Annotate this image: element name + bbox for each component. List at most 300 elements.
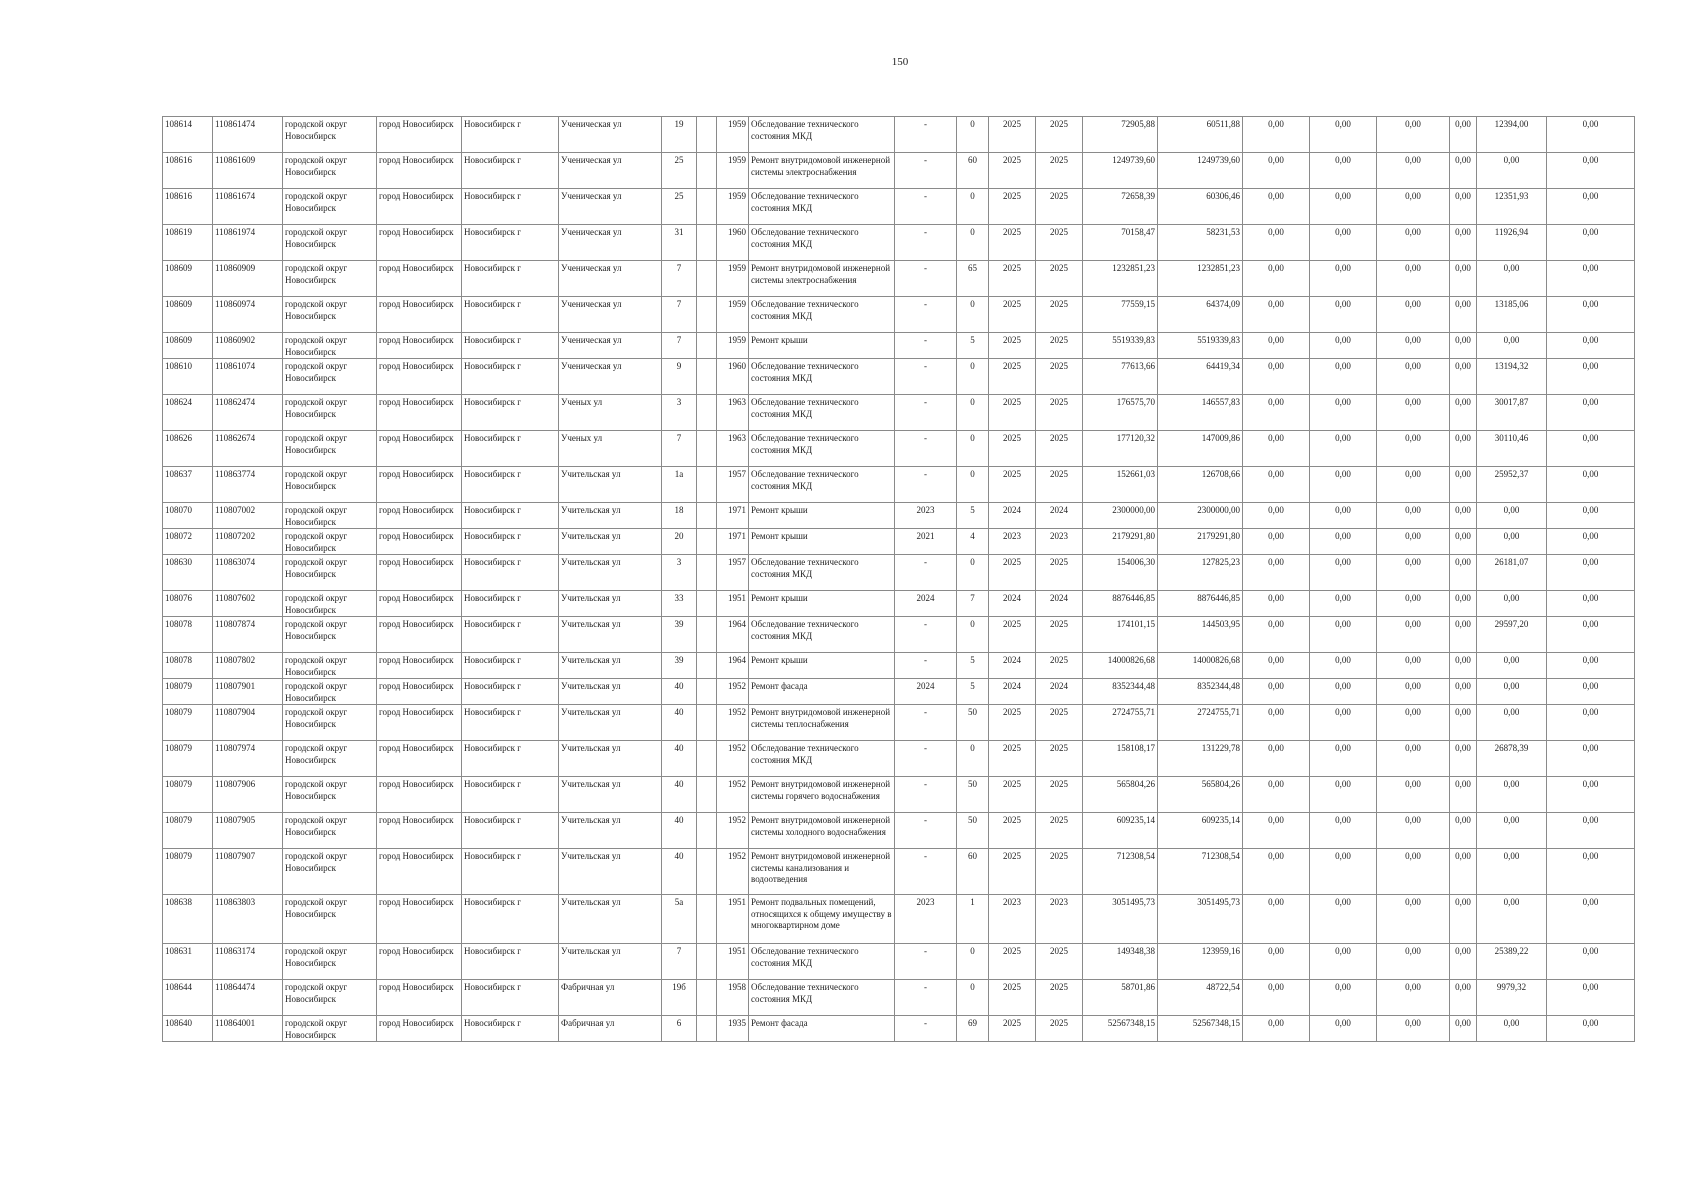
cell-total-cost: 70158,47: [1083, 225, 1158, 261]
cell-plan-start: 2025: [989, 849, 1036, 895]
table-row: [163, 813, 1635, 849]
cell-city: город Новосибирск: [377, 849, 462, 895]
cell-regional: 0,00: [1310, 679, 1377, 705]
cell-locality: Новосибирск г: [462, 617, 559, 653]
cell-plan-start: 2025: [989, 777, 1036, 813]
cell-other: 0,00: [1450, 503, 1477, 529]
cell-plan-start: 2025: [989, 813, 1036, 849]
cell-municipal: 0,00: [1377, 653, 1450, 679]
cell-fund-cost: 3051495,73: [1158, 895, 1243, 944]
cell-plan-end: 2025: [1036, 944, 1083, 980]
cell-district: городской округ Новосибирск: [283, 980, 377, 1016]
cell-city: город Новосибирск: [377, 741, 462, 777]
cell-wear: 60: [957, 849, 989, 895]
cell-district: городской округ Новосибирск: [283, 944, 377, 980]
cell-wear: 65: [957, 261, 989, 297]
cell-year-built: 1952: [717, 679, 749, 705]
table-row: [163, 741, 1635, 777]
cell-plan-end: 2025: [1036, 333, 1083, 359]
cell-district: городской округ Новосибирск: [283, 679, 377, 705]
cell-wear: 50: [957, 705, 989, 741]
cell-plan-start: 2025: [989, 741, 1036, 777]
cell-year-built: 1959: [717, 261, 749, 297]
cell-street: Учительская ул: [559, 591, 662, 617]
cell-prev-year: -: [895, 261, 957, 297]
cell-plan-end: 2025: [1036, 261, 1083, 297]
cell-federal: 0,00: [1243, 529, 1310, 555]
table-row: [163, 555, 1635, 591]
cell-code: 110863803: [213, 895, 283, 944]
cell-id: 108072: [163, 529, 213, 555]
cell-plan-end: 2025: [1036, 741, 1083, 777]
cell-street: Ученическая ул: [559, 225, 662, 261]
table-row: [163, 153, 1635, 189]
cell-fund-cost: 147009,86: [1158, 431, 1243, 467]
cell-municipal: 0,00: [1377, 153, 1450, 189]
cell-year-built: 1964: [717, 617, 749, 653]
cell-other: 0,00: [1450, 529, 1477, 555]
cell-work-type: Обследование технического состояния МКД: [749, 117, 895, 153]
cell-district: городской округ Новосибирск: [283, 1016, 377, 1042]
cell-district: городской округ Новосибирск: [283, 529, 377, 555]
cell-wear: 0: [957, 555, 989, 591]
cell-house: 39: [662, 617, 697, 653]
cell-code: 110807874: [213, 617, 283, 653]
cell-prev-year: -: [895, 944, 957, 980]
cell-prev-year: -: [895, 849, 957, 895]
cell-total-cost: 72905,88: [1083, 117, 1158, 153]
cell-fund-cost: 52567348,15: [1158, 1016, 1243, 1042]
cell-fund-cost: 64419,34: [1158, 359, 1243, 395]
cell-plan-start: 2025: [989, 705, 1036, 741]
cell-id: 108637: [163, 467, 213, 503]
cell-wear: 7: [957, 591, 989, 617]
cell-other: 0,00: [1450, 895, 1477, 944]
cell-owner-funds: 13194,32: [1477, 359, 1547, 395]
cell-owner-funds: 26181,07: [1477, 555, 1547, 591]
cell-prev-year: -: [895, 555, 957, 591]
cell-regional: 0,00: [1310, 467, 1377, 503]
cell-house: 18: [662, 503, 697, 529]
cell-fund-cost: 1232851,23: [1158, 261, 1243, 297]
cell-corpus: [697, 1016, 717, 1042]
cell-city: город Новосибирск: [377, 895, 462, 944]
cell-owner-funds: 30110,46: [1477, 431, 1547, 467]
cell-municipal: 0,00: [1377, 189, 1450, 225]
cell-city: город Новосибирск: [377, 117, 462, 153]
cell-house: 3: [662, 555, 697, 591]
cell-id: 108078: [163, 653, 213, 679]
cell-municipal: 0,00: [1377, 944, 1450, 980]
cell-wear: 0: [957, 431, 989, 467]
cell-municipal: 0,00: [1377, 297, 1450, 333]
cell-house: 40: [662, 813, 697, 849]
cell-total-cost: 58701,86: [1083, 980, 1158, 1016]
cell-plan-start: 2025: [989, 297, 1036, 333]
cell-other: 0,00: [1450, 261, 1477, 297]
cell-wear: 0: [957, 359, 989, 395]
cell-corpus: [697, 297, 717, 333]
cell-corpus: [697, 980, 717, 1016]
cell-owner-funds: 0,00: [1477, 503, 1547, 529]
cell-fund-cost: 131229,78: [1158, 741, 1243, 777]
cell-house: 40: [662, 741, 697, 777]
cell-code: 110862674: [213, 431, 283, 467]
cell-district: городской округ Новосибирск: [283, 895, 377, 944]
cell-owner-funds: 12351,93: [1477, 189, 1547, 225]
cell-owner-funds: 26878,39: [1477, 741, 1547, 777]
cell-federal: 0,00: [1243, 980, 1310, 1016]
cell-extra: 0,00: [1547, 777, 1635, 813]
cell-id: 108619: [163, 225, 213, 261]
cell-prev-year: 2024: [895, 679, 957, 705]
cell-municipal: 0,00: [1377, 980, 1450, 1016]
cell-id: 108079: [163, 705, 213, 741]
cell-federal: 0,00: [1243, 555, 1310, 591]
cell-locality: Новосибирск г: [462, 431, 559, 467]
cell-wear: 5: [957, 333, 989, 359]
cell-id: 108079: [163, 777, 213, 813]
cell-work-type: Ремонт внутридомовой инженерной системы электроснабжения: [749, 261, 895, 297]
cell-house: 25: [662, 189, 697, 225]
cell-extra: 0,00: [1547, 617, 1635, 653]
cell-total-cost: 3051495,73: [1083, 895, 1158, 944]
cell-wear: 0: [957, 467, 989, 503]
cell-work-type: Обследование технического состояния МКД: [749, 189, 895, 225]
cell-code: 110861474: [213, 117, 283, 153]
cell-wear: 50: [957, 777, 989, 813]
cell-other: 0,00: [1450, 359, 1477, 395]
cell-other: 0,00: [1450, 741, 1477, 777]
cell-city: город Новосибирск: [377, 679, 462, 705]
cell-year-built: 1951: [717, 591, 749, 617]
table-row: [163, 591, 1635, 617]
cell-house: 40: [662, 849, 697, 895]
cell-id: 108640: [163, 1016, 213, 1042]
cell-year-built: 1959: [717, 153, 749, 189]
cell-locality: Новосибирск г: [462, 895, 559, 944]
cell-plan-start: 2025: [989, 980, 1036, 1016]
cell-code: 110807904: [213, 705, 283, 741]
cell-federal: 0,00: [1243, 591, 1310, 617]
cell-street: Ученическая ул: [559, 117, 662, 153]
cell-prev-year: -: [895, 431, 957, 467]
cell-code: 110807602: [213, 591, 283, 617]
cell-street: Учительская ул: [559, 895, 662, 944]
cell-district: городской округ Новосибирск: [283, 777, 377, 813]
cell-extra: 0,00: [1547, 555, 1635, 591]
cell-corpus: [697, 617, 717, 653]
cell-id: 108079: [163, 679, 213, 705]
cell-other: 0,00: [1450, 153, 1477, 189]
cell-owner-funds: 25952,37: [1477, 467, 1547, 503]
cell-owner-funds: 30017,87: [1477, 395, 1547, 431]
cell-year-built: 1952: [717, 705, 749, 741]
cell-district: городской округ Новосибирск: [283, 261, 377, 297]
cell-code: 110807906: [213, 777, 283, 813]
cell-street: Ученическая ул: [559, 297, 662, 333]
cell-fund-cost: 126708,66: [1158, 467, 1243, 503]
cell-house: 39: [662, 653, 697, 679]
cell-street: Фабричная ул: [559, 980, 662, 1016]
cell-other: 0,00: [1450, 189, 1477, 225]
cell-wear: 5: [957, 503, 989, 529]
cell-owner-funds: 9979,32: [1477, 980, 1547, 1016]
cell-street: Ученическая ул: [559, 153, 662, 189]
cell-plan-start: 2024: [989, 653, 1036, 679]
cell-other: 0,00: [1450, 431, 1477, 467]
cell-corpus: [697, 944, 717, 980]
cell-prev-year: -: [895, 777, 957, 813]
cell-code: 110863074: [213, 555, 283, 591]
table-row: [163, 503, 1635, 529]
cell-plan-end: 2025: [1036, 153, 1083, 189]
cell-other: 0,00: [1450, 813, 1477, 849]
cell-plan-end: 2024: [1036, 591, 1083, 617]
cell-extra: 0,00: [1547, 653, 1635, 679]
cell-total-cost: 174101,15: [1083, 617, 1158, 653]
table-row: [163, 359, 1635, 395]
cell-corpus: [697, 705, 717, 741]
cell-federal: 0,00: [1243, 617, 1310, 653]
cell-prev-year: 2023: [895, 895, 957, 944]
cell-owner-funds: 0,00: [1477, 849, 1547, 895]
cell-total-cost: 152661,03: [1083, 467, 1158, 503]
cell-extra: 0,00: [1547, 431, 1635, 467]
cell-owner-funds: 25389,22: [1477, 944, 1547, 980]
cell-fund-cost: 8876446,85: [1158, 591, 1243, 617]
cell-other: 0,00: [1450, 555, 1477, 591]
cell-extra: 0,00: [1547, 117, 1635, 153]
cell-id: 108609: [163, 297, 213, 333]
cell-wear: 0: [957, 225, 989, 261]
cell-extra: 0,00: [1547, 741, 1635, 777]
cell-plan-start: 2025: [989, 555, 1036, 591]
cell-code: 110807905: [213, 813, 283, 849]
table-row: [163, 849, 1635, 895]
cell-district: городской округ Новосибирск: [283, 705, 377, 741]
cell-work-type: Ремонт крыши: [749, 333, 895, 359]
cell-city: город Новосибирск: [377, 153, 462, 189]
cell-city: город Новосибирск: [377, 359, 462, 395]
cell-fund-cost: 48722,54: [1158, 980, 1243, 1016]
cell-fund-cost: 14000826,68: [1158, 653, 1243, 679]
cell-owner-funds: 0,00: [1477, 895, 1547, 944]
cell-municipal: 0,00: [1377, 777, 1450, 813]
cell-corpus: [697, 849, 717, 895]
cell-other: 0,00: [1450, 467, 1477, 503]
cell-id: 108609: [163, 261, 213, 297]
cell-other: 0,00: [1450, 705, 1477, 741]
cell-code: 110864474: [213, 980, 283, 1016]
cell-federal: 0,00: [1243, 777, 1310, 813]
cell-fund-cost: 58231,53: [1158, 225, 1243, 261]
cell-regional: 0,00: [1310, 225, 1377, 261]
cell-owner-funds: 0,00: [1477, 705, 1547, 741]
cell-work-type: Ремонт внутридомовой инженерной системы электроснабжения: [749, 153, 895, 189]
cell-work-type: Обследование технического состояния МКД: [749, 359, 895, 395]
cell-district: городской округ Новосибирск: [283, 297, 377, 333]
cell-code: 110861074: [213, 359, 283, 395]
cell-municipal: 0,00: [1377, 895, 1450, 944]
cell-prev-year: -: [895, 653, 957, 679]
cell-plan-start: 2024: [989, 503, 1036, 529]
cell-locality: Новосибирск г: [462, 467, 559, 503]
table-row: [163, 895, 1635, 944]
cell-municipal: 0,00: [1377, 813, 1450, 849]
cell-year-built: 1951: [717, 944, 749, 980]
cell-district: городской округ Новосибирск: [283, 813, 377, 849]
cell-regional: 0,00: [1310, 333, 1377, 359]
cell-federal: 0,00: [1243, 741, 1310, 777]
table-row: [163, 617, 1635, 653]
cell-code: 110807901: [213, 679, 283, 705]
cell-house: 5а: [662, 895, 697, 944]
cell-federal: 0,00: [1243, 944, 1310, 980]
cell-federal: 0,00: [1243, 261, 1310, 297]
cell-locality: Новосибирск г: [462, 555, 559, 591]
cell-locality: Новосибирск г: [462, 777, 559, 813]
cell-fund-cost: 712308,54: [1158, 849, 1243, 895]
cell-plan-end: 2025: [1036, 431, 1083, 467]
cell-total-cost: 177120,32: [1083, 431, 1158, 467]
cell-total-cost: 77559,15: [1083, 297, 1158, 333]
cell-year-built: 1971: [717, 529, 749, 555]
cell-prev-year: -: [895, 741, 957, 777]
cell-plan-start: 2025: [989, 261, 1036, 297]
cell-municipal: 0,00: [1377, 849, 1450, 895]
cell-id: 108079: [163, 813, 213, 849]
cell-total-cost: 176575,70: [1083, 395, 1158, 431]
cell-corpus: [697, 813, 717, 849]
cell-corpus: [697, 653, 717, 679]
cell-regional: 0,00: [1310, 431, 1377, 467]
cell-locality: Новосибирск г: [462, 591, 559, 617]
cell-extra: 0,00: [1547, 297, 1635, 333]
cell-street: Учительская ул: [559, 503, 662, 529]
cell-id: 108630: [163, 555, 213, 591]
cell-prev-year: -: [895, 1016, 957, 1042]
cell-code: 110807802: [213, 653, 283, 679]
cell-corpus: [697, 117, 717, 153]
cell-owner-funds: 0,00: [1477, 591, 1547, 617]
table-row: [163, 297, 1635, 333]
cell-street: Учительская ул: [559, 705, 662, 741]
cell-locality: Новосибирск г: [462, 261, 559, 297]
cell-federal: 0,00: [1243, 153, 1310, 189]
cell-city: город Новосибирск: [377, 591, 462, 617]
table-row: [163, 944, 1635, 980]
cell-street: Ученическая ул: [559, 359, 662, 395]
cell-district: городской округ Новосибирск: [283, 333, 377, 359]
cell-district: городской округ Новосибирск: [283, 153, 377, 189]
cell-corpus: [697, 529, 717, 555]
cell-work-type: Обследование технического состояния МКД: [749, 467, 895, 503]
cell-owner-funds: 13185,06: [1477, 297, 1547, 333]
cell-fund-cost: 2300000,00: [1158, 503, 1243, 529]
cell-street: Учительская ул: [559, 555, 662, 591]
cell-wear: 0: [957, 189, 989, 225]
cell-regional: 0,00: [1310, 117, 1377, 153]
cell-house: 7: [662, 944, 697, 980]
cell-street: Ученых ул: [559, 395, 662, 431]
cell-street: Ученых ул: [559, 431, 662, 467]
cell-other: 0,00: [1450, 617, 1477, 653]
cell-total-cost: 158108,17: [1083, 741, 1158, 777]
cell-id: 108631: [163, 944, 213, 980]
cell-municipal: 0,00: [1377, 1016, 1450, 1042]
cell-house: 3: [662, 395, 697, 431]
cell-id: 108079: [163, 849, 213, 895]
cell-house: 6: [662, 1016, 697, 1042]
cell-locality: Новосибирск г: [462, 849, 559, 895]
cell-city: город Новосибирск: [377, 529, 462, 555]
cell-regional: 0,00: [1310, 1016, 1377, 1042]
cell-plan-end: 2025: [1036, 849, 1083, 895]
cell-plan-start: 2025: [989, 1016, 1036, 1042]
cell-total-cost: 14000826,68: [1083, 653, 1158, 679]
cell-locality: Новосибирск г: [462, 529, 559, 555]
cell-id: 108616: [163, 153, 213, 189]
cell-locality: Новосибирск г: [462, 359, 559, 395]
cell-locality: Новосибирск г: [462, 1016, 559, 1042]
cell-id: 108610: [163, 359, 213, 395]
cell-total-cost: 72658,39: [1083, 189, 1158, 225]
cell-work-type: Обследование технического состояния МКД: [749, 431, 895, 467]
cell-extra: 0,00: [1547, 679, 1635, 705]
cell-extra: 0,00: [1547, 261, 1635, 297]
cell-city: город Новосибирск: [377, 395, 462, 431]
cell-prev-year: -: [895, 467, 957, 503]
cell-year-built: 1935: [717, 1016, 749, 1042]
cell-federal: 0,00: [1243, 431, 1310, 467]
cell-fund-cost: 5519339,83: [1158, 333, 1243, 359]
cell-plan-end: 2025: [1036, 1016, 1083, 1042]
cell-city: город Новосибирск: [377, 431, 462, 467]
cell-extra: 0,00: [1547, 895, 1635, 944]
cell-other: 0,00: [1450, 591, 1477, 617]
cell-year-built: 1959: [717, 333, 749, 359]
cell-municipal: 0,00: [1377, 503, 1450, 529]
cell-locality: Новосибирск г: [462, 653, 559, 679]
cell-city: город Новосибирск: [377, 225, 462, 261]
cell-other: 0,00: [1450, 777, 1477, 813]
cell-other: 0,00: [1450, 944, 1477, 980]
cell-district: городской округ Новосибирск: [283, 359, 377, 395]
cell-district: городской округ Новосибирск: [283, 617, 377, 653]
cell-street: Учительская ул: [559, 679, 662, 705]
cell-wear: 1: [957, 895, 989, 944]
cell-fund-cost: 64374,09: [1158, 297, 1243, 333]
cell-work-type: Ремонт крыши: [749, 591, 895, 617]
cell-work-type: Ремонт внутридомовой инженерной системы холодного водоснабжения: [749, 813, 895, 849]
cell-municipal: 0,00: [1377, 705, 1450, 741]
table-row: [163, 529, 1635, 555]
cell-federal: 0,00: [1243, 359, 1310, 395]
cell-regional: 0,00: [1310, 741, 1377, 777]
cell-plan-start: 2025: [989, 225, 1036, 261]
cell-other: 0,00: [1450, 333, 1477, 359]
cell-extra: 0,00: [1547, 705, 1635, 741]
cell-prev-year: -: [895, 705, 957, 741]
cell-municipal: 0,00: [1377, 555, 1450, 591]
cell-plan-start: 2025: [989, 153, 1036, 189]
cell-code: 110807907: [213, 849, 283, 895]
cell-locality: Новосибирск г: [462, 503, 559, 529]
cell-corpus: [697, 591, 717, 617]
cell-total-cost: 1232851,23: [1083, 261, 1158, 297]
cell-plan-end: 2025: [1036, 653, 1083, 679]
